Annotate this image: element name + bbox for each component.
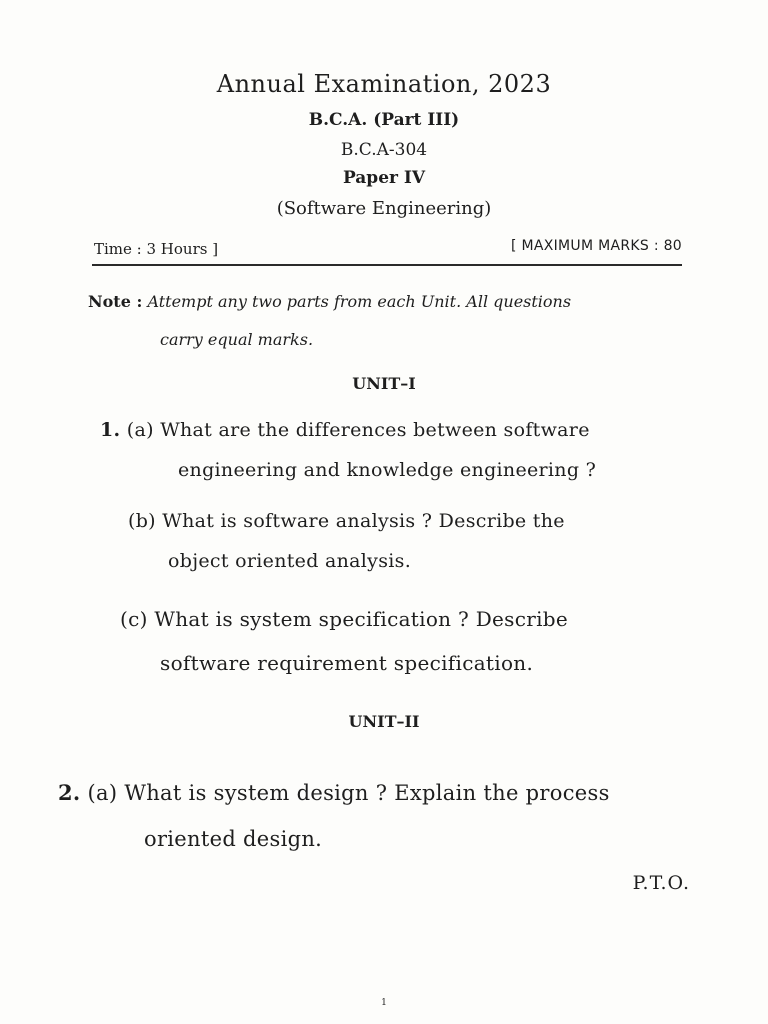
paper-code: B.C.A-304 [340, 140, 428, 160]
question-text-line-2: object oriented analysis. [168, 550, 412, 572]
question-1c [120, 597, 695, 685]
question-part: (b) [128, 510, 156, 532]
maximum-marks: [ MAXIMUM MARKS : 80 [510, 238, 682, 254]
question-number: 2. [58, 780, 81, 805]
page-number: 1 [381, 998, 387, 1008]
note-line-1: Attempt any two parts from each Unit. All questions [147, 292, 572, 311]
time-allowed: Time : 3 Hours ] [94, 240, 219, 258]
question-text-line-2: engineering and knowledge engineering ? [178, 459, 597, 481]
note-line-2: carry equal marks. [160, 330, 314, 349]
question-text-line-2: oriented design. [144, 827, 323, 851]
question-text-line-2: software requirement specification. [160, 651, 534, 675]
paper-number: Paper IV [342, 168, 426, 188]
instructions-note [88, 283, 688, 359]
please-turn-over: P.T.O. [632, 872, 690, 894]
question-part: (a) [126, 419, 154, 441]
exam-title: Annual Examination, 2023 [216, 70, 552, 98]
exam-meta-row [92, 238, 682, 266]
question-1b [128, 501, 693, 581]
question-text-line-1: What is system specification ? Describe [154, 607, 569, 631]
question-part: (a) [87, 781, 118, 805]
question-text-line-1: What is software analysis ? Describe the [162, 510, 565, 532]
note-label: Note : [88, 292, 143, 311]
course-name: B.C.A. (Part III) [308, 110, 460, 130]
question-text-line-1: What is system design ? Explain the process [124, 781, 610, 805]
question-text-line-1: What are the differences between software [160, 419, 590, 441]
unit-1-heading: UNIT–I [352, 374, 416, 393]
question-number: 1. [100, 419, 121, 441]
question-1a [100, 410, 690, 490]
unit-2-heading: UNIT–II [348, 712, 420, 731]
subject-name: (Software Engineering) [276, 198, 492, 219]
question-part: (c) [120, 607, 148, 631]
question-2a [58, 770, 698, 862]
